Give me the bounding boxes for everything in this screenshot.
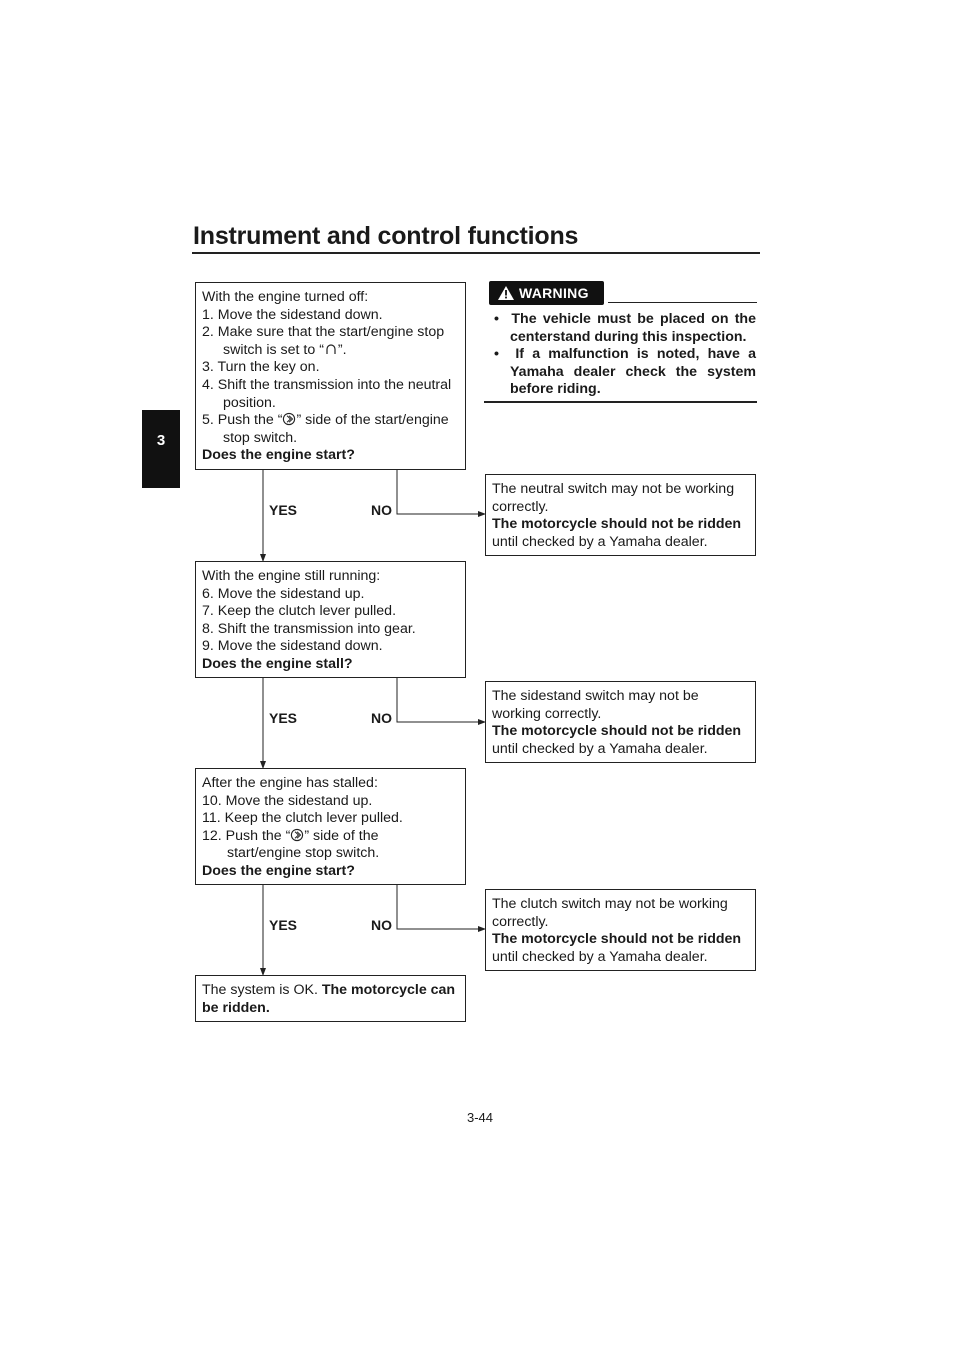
warning-item: • The vehicle must be placed on the centerstand during this inspection. — [494, 311, 756, 345]
fault-sidestand-line2: working correctly. — [492, 705, 602, 722]
fault-sidestand-warning: The motorcycle should not be ridden — [492, 723, 742, 740]
engine-run-icon — [324, 342, 338, 356]
step3-intro: After the engine has stalled: — [202, 775, 378, 791]
fault-neutral-box — [485, 474, 756, 556]
step3-item-11: 11. Keep the clutch lever pulled. — [202, 810, 403, 827]
step2-item-7: 7. Keep the clutch lever pulled. — [202, 603, 397, 620]
fault-neutral-line2: correctly. — [492, 498, 549, 515]
step1-item-3: 3. Turn the key on. — [202, 359, 320, 376]
fault-clutch-line3: until checked by a Yamaha dealer. — [492, 948, 708, 965]
fault-clutch-line1: The clutch switch may not be working — [492, 896, 728, 912]
fault-sidestand-box — [485, 681, 756, 763]
fault-sidestand-line3: until checked by a Yamaha dealer. — [492, 740, 708, 757]
engine-start-icon — [290, 828, 304, 842]
step3-item-10: 10. Move the sidestand up. — [202, 792, 373, 809]
warning-rule-top — [608, 302, 757, 303]
warning-list — [484, 311, 756, 399]
page-title: Instrument and control functions — [193, 222, 579, 250]
step1-item-5: 5. Push the “ ” side of the start/engine — [202, 412, 449, 429]
fault-sidestand-line1: The sidestand switch may not be — [492, 688, 699, 704]
step2-question: Does the engine stall? — [202, 655, 353, 672]
step1-item-4-cont: position. — [223, 394, 276, 411]
step2-item-6: 6. Move the sidestand up. — [202, 585, 365, 602]
step1-item-5-cont: stop switch. — [223, 429, 298, 446]
step3-item-12: 12. Push the “ ” side of the — [202, 827, 379, 844]
fault-neutral-line1: The neutral switch may not be working — [492, 481, 735, 497]
step3-box — [195, 768, 466, 885]
yes-label-1: YES — [269, 502, 298, 518]
page-number: 3-44 — [466, 1110, 494, 1125]
step1-box — [195, 282, 466, 470]
step1-item-2-cont: switch is set to “ ”. — [223, 341, 347, 358]
no-label-3: NO — [371, 917, 392, 933]
step2-item-8: 8. Shift the transmission into gear. — [202, 620, 416, 637]
step3-item-12-cont: start/engine stop switch. — [227, 845, 380, 862]
no-arrow-3 — [397, 884, 485, 929]
no-arrow-2 — [397, 677, 485, 722]
step3-question: Does the engine start? — [202, 862, 355, 879]
step2-item-9: 9. Move the sidestand down. — [202, 638, 383, 655]
warning-item: • If a malfunction is noted, have a Yamaha dealer check the system before riding. — [494, 346, 757, 398]
step1-item-1: 1. Move the sidestand down. — [202, 306, 383, 323]
chapter-number: 3 — [156, 432, 166, 449]
result-ok-line2: be ridden. — [202, 999, 270, 1016]
yes-label-2: YES — [269, 710, 298, 726]
result-ok-line1: The system is OK. The motorcycle can — [202, 982, 456, 998]
fault-clutch-warning: The motorcycle should not be ridden — [492, 931, 742, 948]
step1-intro: With the engine turned off: — [202, 289, 369, 305]
step1-question: Does the engine start? — [202, 447, 355, 464]
no-label-2: NO — [371, 710, 392, 726]
step1-item-2: 2. Make sure that the start/engine stop — [202, 324, 445, 341]
no-arrow-1 — [397, 469, 485, 514]
fault-clutch-box — [485, 889, 756, 971]
warning-triangle-icon — [497, 285, 515, 301]
warning-rule-bottom — [484, 401, 757, 403]
engine-start-icon — [282, 412, 296, 426]
fault-clutch-line2: correctly. — [492, 913, 549, 930]
result-ok-box — [195, 975, 466, 1022]
step2-intro: With the engine still running: — [202, 568, 381, 584]
warning-label: WARNING — [519, 285, 589, 301]
no-label-1: NO — [371, 502, 392, 518]
yes-label-3: YES — [269, 917, 298, 933]
fault-neutral-warning: The motorcycle should not be ridden — [492, 516, 742, 533]
fault-neutral-line3: until checked by a Yamaha dealer. — [492, 533, 708, 550]
step2-box — [195, 561, 466, 678]
step1-item-4: 4. Shift the transmission into the neutral — [202, 376, 452, 393]
